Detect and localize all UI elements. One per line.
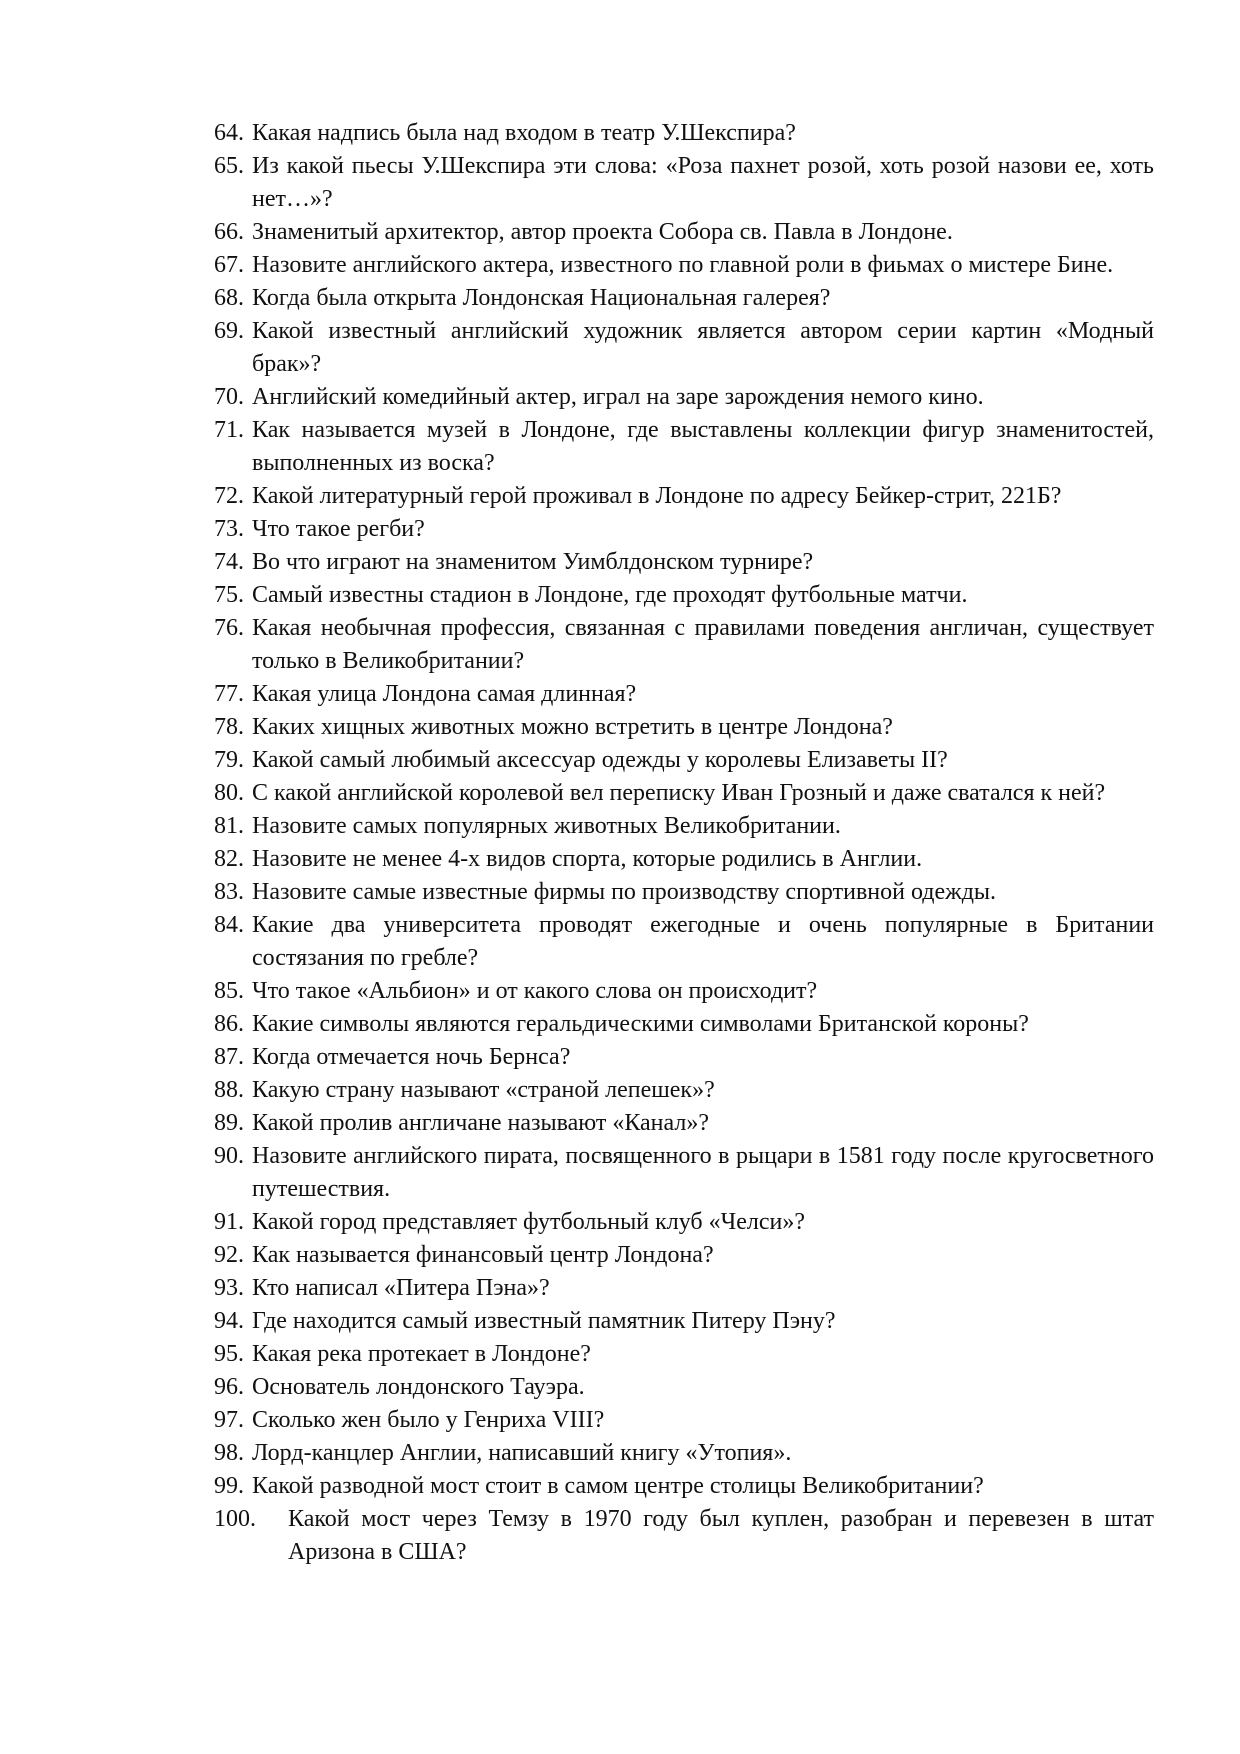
question-item: [214, 777, 1154, 810]
question-text: Кто написал «Питера Пэна»?: [252, 1275, 550, 1301]
question-number: 77.: [214, 681, 244, 707]
question-text: Сколько жен было у Генриха VIII?: [252, 1407, 605, 1433]
question-item: [214, 282, 1154, 315]
question-item: [214, 612, 1154, 678]
question-number: 91.: [214, 1209, 244, 1235]
question-item: [214, 414, 1154, 480]
question-item: [214, 1470, 1154, 1503]
question-item: [214, 480, 1154, 513]
question-number: 90.: [214, 1143, 244, 1169]
question-item: [214, 315, 1154, 381]
question-text: С какой английской королевой вел переписку Иван Грозный и даже сватался к ней?: [252, 780, 1106, 806]
question-number: 84.: [214, 912, 244, 938]
question-number: 81.: [214, 813, 244, 839]
question-number: 98.: [214, 1440, 244, 1466]
question-text: Какой мост через Темзу в 1970 году был куплен, разобран и перевезен в штат Аризона в США?: [288, 1506, 1154, 1565]
question-text: Назовите английского пирата, посвященного в рыцари в 1581 году после кругосветного путешествия.: [252, 1143, 1154, 1202]
question-text: Английский комедийный актер, играл на заре зарождения немого кино.: [252, 384, 984, 410]
question-number: 85.: [214, 978, 244, 1004]
question-number: 80.: [214, 780, 244, 806]
question-number: 65.: [214, 153, 244, 179]
question-text: Знаменитый архитектор, автор проекта Собора св. Павла в Лондоне.: [252, 219, 953, 245]
question-item: [214, 1338, 1154, 1371]
question-text: Какая улица Лондона самая длинная?: [252, 681, 637, 707]
question-item: [214, 1074, 1154, 1107]
question-number: 99.: [214, 1473, 244, 1499]
question-text: Какие символы являются геральдическими символами Британской короны?: [252, 1011, 1029, 1037]
question-number: 95.: [214, 1341, 244, 1367]
question-item: [214, 678, 1154, 711]
question-text: Назовите самых популярных животных Великобритании.: [252, 813, 841, 839]
question-text: Какая надпись была над входом в театр У.Шекспира?: [252, 120, 796, 146]
question-text: Каких хищных животных можно встретить в центре Лондона?: [252, 714, 893, 740]
question-number: 93.: [214, 1275, 244, 1301]
question-number: 70.: [214, 384, 244, 410]
question-item: [214, 1206, 1154, 1239]
question-list: [214, 117, 1154, 1569]
question-number: 75.: [214, 582, 244, 608]
question-number: 72.: [214, 483, 244, 509]
question-text: Что такое «Альбион» и от какого слова он происходит?: [252, 978, 818, 1004]
question-number: 69.: [214, 318, 244, 344]
question-item: [214, 1041, 1154, 1074]
question-item: [214, 513, 1154, 546]
question-number: 67.: [214, 252, 244, 278]
question-number: 79.: [214, 747, 244, 773]
question-text: Какой разводной мост стоит в самом центре столицы Великобритании?: [252, 1473, 984, 1499]
question-text: Когда была открыта Лондонская Национальная галерея?: [252, 285, 831, 311]
question-text: Какие два университета проводят ежегодные и очень популярные в Британии состязания по гребле?: [252, 912, 1154, 971]
question-number: 78.: [214, 714, 244, 740]
question-text: Назовите самые известные фирмы по производству спортивной одежды.: [252, 879, 997, 905]
question-item: [214, 1305, 1154, 1338]
question-number: 92.: [214, 1242, 244, 1268]
question-number: 71.: [214, 417, 244, 443]
question-number: 88.: [214, 1077, 244, 1103]
question-number: 68.: [214, 285, 244, 311]
question-item: [214, 843, 1154, 876]
question-item: [214, 1404, 1154, 1437]
question-item: [214, 1503, 1154, 1569]
question-text: Когда отмечается ночь Бернса?: [252, 1044, 571, 1070]
question-item: [214, 1140, 1154, 1206]
question-item: [214, 1107, 1154, 1140]
question-text: Какая необычная профессия, связанная с правилами поведения англичан, существует только в Великобритании?: [252, 615, 1154, 674]
question-number: 66.: [214, 219, 244, 245]
question-item: [214, 810, 1154, 843]
question-text: Из какой пьесы У.Шекспира эти слова: «Роза пахнет розой, хоть розой назови ее, хоть нет…»?: [252, 153, 1154, 212]
question-text: Что такое регби?: [252, 516, 425, 542]
question-text: Какую страну называют «страной лепешек»?: [252, 1077, 715, 1103]
question-text: Лорд-канцлер Англии, написавший книгу «Утопия».: [252, 1440, 792, 1466]
question-text: Основатель лондонского Тауэра.: [252, 1374, 585, 1400]
question-number: 97.: [214, 1407, 244, 1433]
question-text: Во что играют на знаменитом Уимблдонском турнире?: [252, 549, 814, 575]
question-item: [214, 249, 1154, 282]
question-item: [214, 579, 1154, 612]
question-number: 64.: [214, 120, 244, 146]
question-number: 100.: [214, 1506, 256, 1532]
question-item: [214, 1272, 1154, 1305]
question-text: Какой город представляет футбольный клуб «Челси»?: [252, 1209, 806, 1235]
question-item: [214, 546, 1154, 579]
question-item: [214, 1008, 1154, 1041]
question-number: 94.: [214, 1308, 244, 1334]
question-text: Какой пролив англичане называют «Канал»?: [252, 1110, 710, 1136]
question-text: Как называется музей в Лондоне, где выставлены коллекции фигур знаменитостей, выполненных из воска?: [252, 417, 1154, 476]
question-number: 76.: [214, 615, 244, 641]
question-text: Назовите английского актера, известного по главной роли в фиьмах о мистере Бине.: [252, 252, 1114, 278]
question-item: [214, 1239, 1154, 1272]
question-item: [214, 711, 1154, 744]
question-text: Где находится самый известный памятник Питеру Пэну?: [252, 1308, 836, 1334]
question-number: 82.: [214, 846, 244, 872]
question-number: 96.: [214, 1374, 244, 1400]
question-text: Самый известны стадион в Лондоне, где проходят футбольные матчи.: [252, 582, 968, 608]
question-text: Как называется финансовый центр Лондона?: [252, 1242, 714, 1268]
question-number: 73.: [214, 516, 244, 542]
question-number: 86.: [214, 1011, 244, 1037]
question-item: [214, 876, 1154, 909]
question-item: [214, 381, 1154, 414]
question-item: [214, 744, 1154, 777]
question-number: 74.: [214, 549, 244, 575]
question-item: [214, 909, 1154, 975]
question-number: 83.: [214, 879, 244, 905]
question-text: Какой литературный герой проживал в Лондоне по адресу Бейкер-стрит, 221Б?: [252, 483, 1062, 509]
question-text: Назовите не менее 4-х видов спорта, которые родились в Англии.: [252, 846, 923, 872]
question-text: Какой известный английский художник является автором серии картин «Модный брак»?: [252, 318, 1154, 377]
question-text: Какой самый любимый аксессуар одежды у королевы Елизаветы II?: [252, 747, 948, 773]
question-item: [214, 1371, 1154, 1404]
question-number: 87.: [214, 1044, 244, 1070]
question-number: 89.: [214, 1110, 244, 1136]
question-item: [214, 117, 1154, 150]
document-page: [214, 117, 1154, 1569]
question-item: [214, 1437, 1154, 1470]
question-text: Какая река протекает в Лондоне?: [252, 1341, 591, 1367]
question-item: [214, 216, 1154, 249]
question-item: [214, 150, 1154, 216]
question-item: [214, 975, 1154, 1008]
